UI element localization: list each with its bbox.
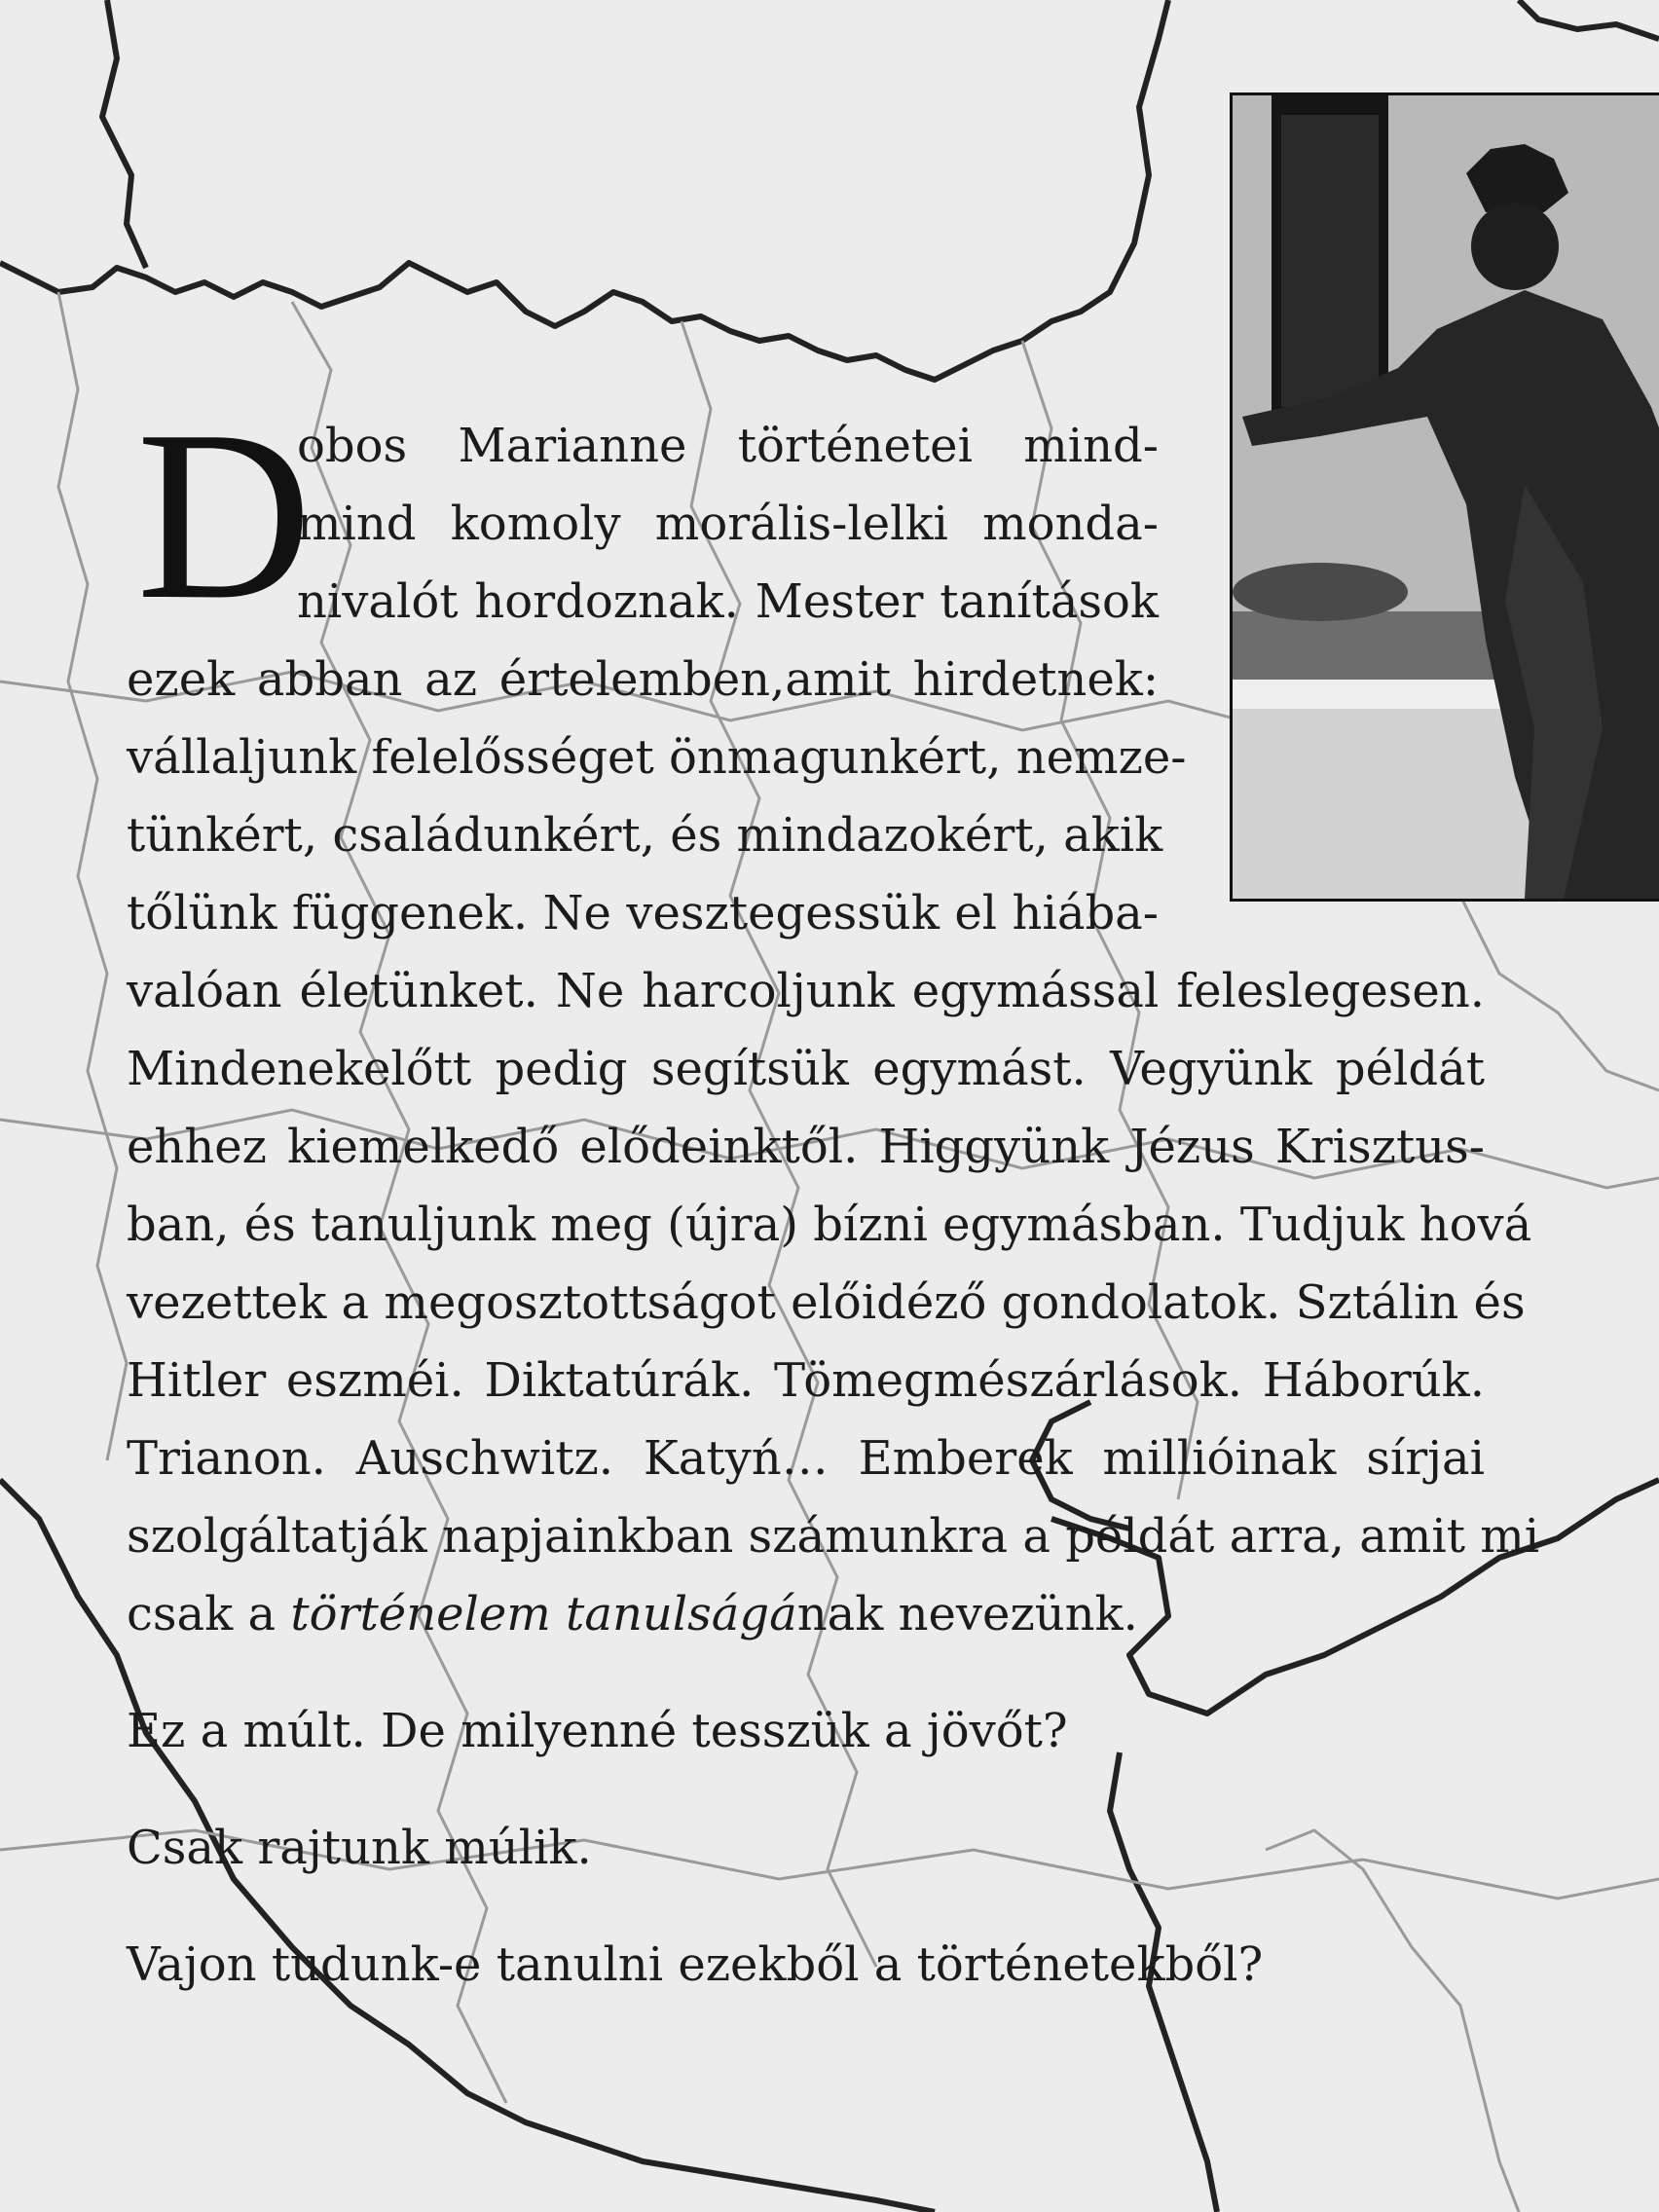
map-county-line-1	[58, 292, 127, 1460]
main-paragraph	[127, 381, 1540, 1653]
paragraph-line: obos Marianne történetei mind-	[297, 419, 1159, 473]
paragraph-line: Trianon. Auschwitz. Katyń… Emberek millióinak sírjai	[127, 1431, 1485, 1486]
question-line: Csak rajtunk múlik.	[127, 1821, 592, 1875]
map-border-top	[0, 0, 1168, 380]
paragraph-line: tőlünk függenek. Ne vesztegessük el hiába-	[127, 886, 1159, 940]
map-border-left	[102, 0, 146, 268]
paragraph-line: ezek abban az értelemben,amit hirdetnek:	[127, 652, 1159, 707]
last-line-end: nak nevezünk.	[796, 1587, 1138, 1641]
paragraph-line: tünkért, családunkért, és mindazokért, akik	[127, 808, 1163, 863]
map-border-right-top	[1519, 0, 1659, 39]
drop-cap: D	[136, 381, 313, 650]
question-line: Vajon tudunk-e tanulni ezekből a történetekből?	[127, 1937, 1264, 1992]
paragraph-line: valóan életünket. Ne harcoljunk egymással feleslegesen.	[127, 964, 1485, 1018]
paragraph-line: nivalót hordoznak. Mester tanítások	[297, 574, 1159, 629]
body-text	[127, 381, 1540, 2004]
paragraph-line: szolgáltatják napjainkban számunkra a példát arra, amit mi	[127, 1509, 1540, 1564]
paragraph-line: Hitler eszméi. Diktatúrák. Tömegmészárlások. Háborúk.	[127, 1353, 1485, 1408]
paragraph-line: vezettek a megosztottságot előidéző gondolatok. Sztálin és	[127, 1275, 1526, 1330]
paragraph-line: vállaljunk felelősséget önmagunkért, nemze-	[127, 730, 1187, 785]
question-line: Ez a múlt. De milyenné tesszük a jövőt?	[127, 1704, 1068, 1758]
paragraph-line: ban, és tanuljunk meg (újra) bízni egymásban. Tudjuk hová	[127, 1198, 1532, 1252]
paragraph-line: ehhez kiemelkedő elődeinktől. Higgyünk Jézus Krisztus-	[127, 1120, 1485, 1174]
paragraph-last-line	[127, 1575, 1485, 1653]
italic-phrase: történelem tanulságá	[290, 1587, 797, 1641]
paragraph-line: mind komoly morális-lelki monda-	[297, 497, 1159, 551]
paragraph-line: Mindenekelőtt pedig segítsük egymást. Vegyünk példát	[127, 1042, 1485, 1096]
last-line-start: csak a	[127, 1587, 291, 1641]
map-county-line-9	[1460, 896, 1659, 1090]
